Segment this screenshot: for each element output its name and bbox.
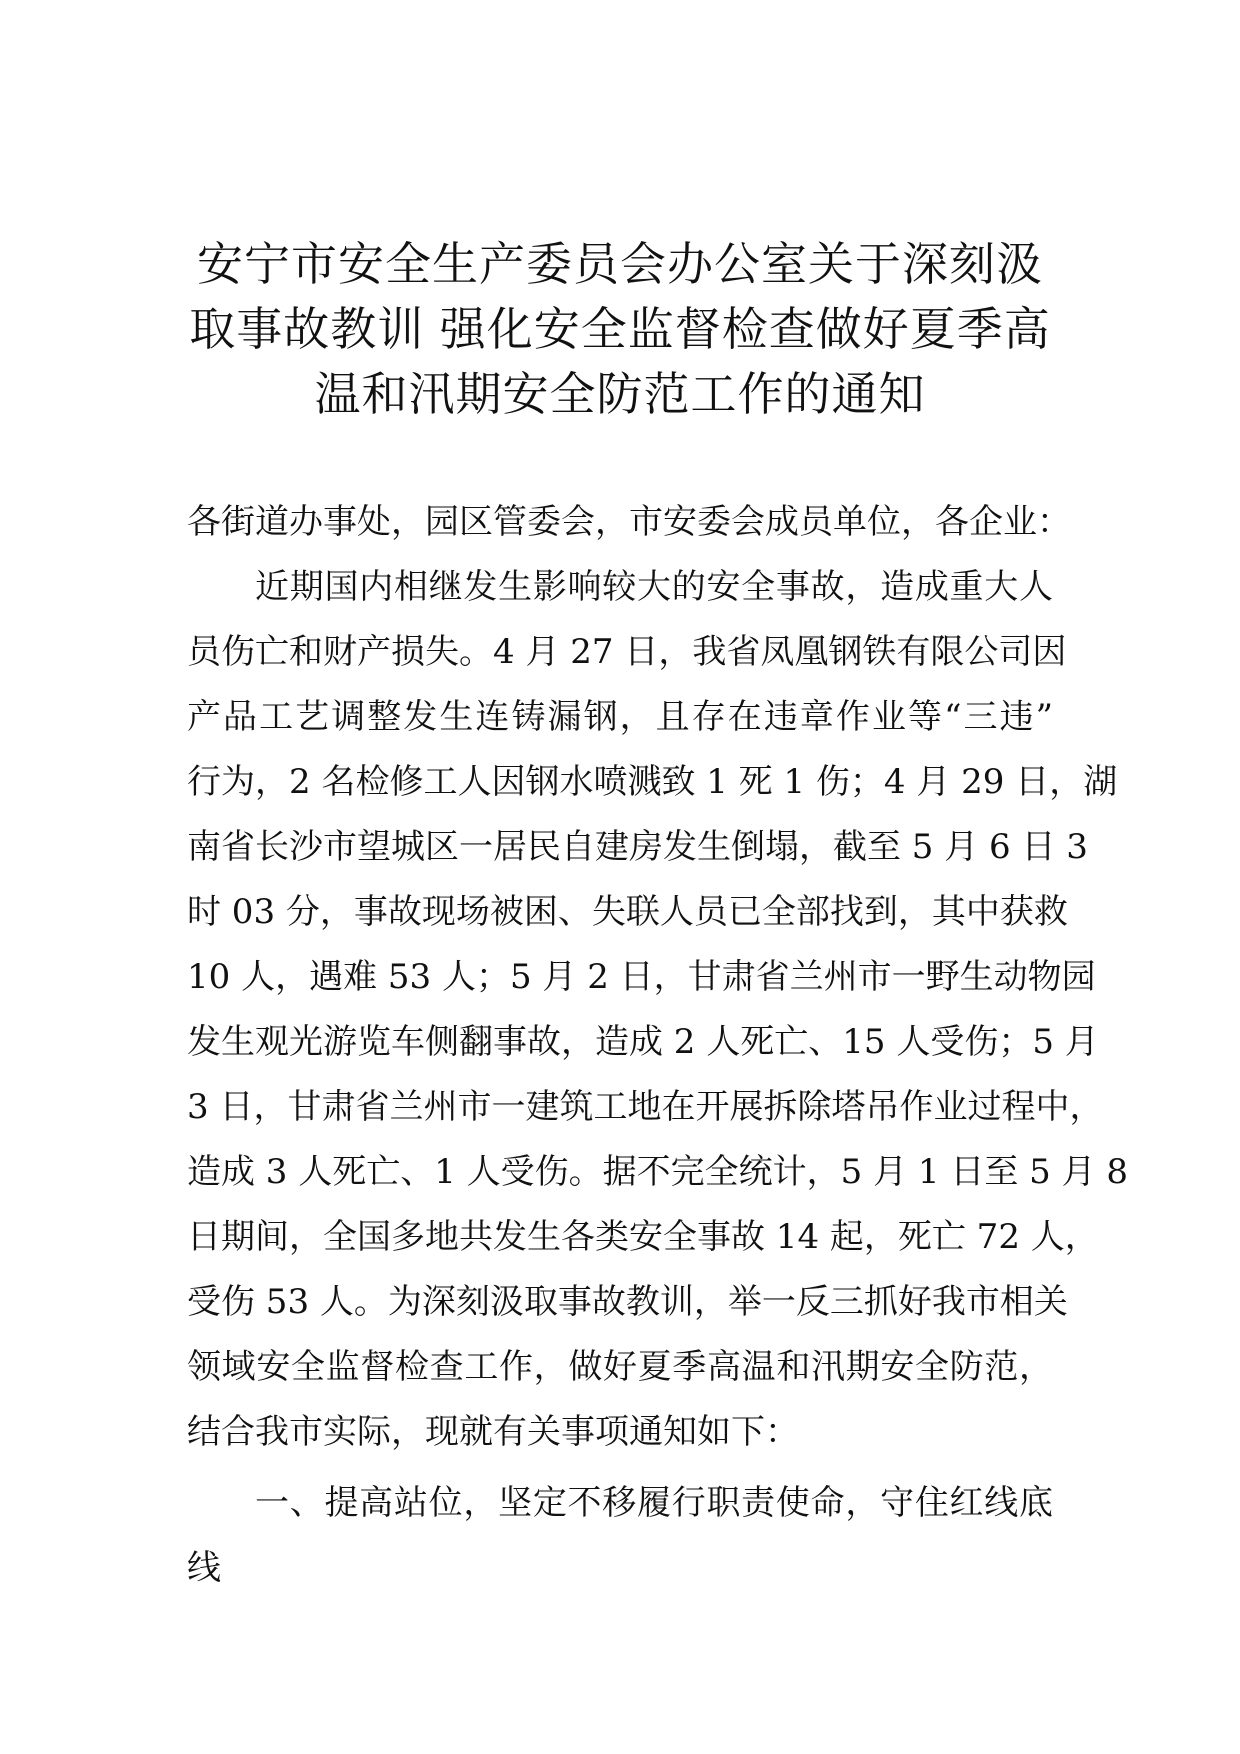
document-title xyxy=(150,232,1090,427)
section-heading xyxy=(187,1471,1053,1601)
body-paragraph xyxy=(187,555,1129,1465)
paragraph-line-1: 近期国内相继发生影响较大的安全事故，造成重大人 xyxy=(255,567,1053,607)
paragraph-line-12: 受伤 53 人。为深刻汲取事故教训，举一反三抓好我市相关 xyxy=(187,1282,1068,1322)
salutation: 各街道办事处，园区管委会，市安委会成员单位，各企业： xyxy=(187,502,1071,542)
title-line-3: 温和汛期安全防范工作的通知 xyxy=(314,367,926,421)
title-line-2: 取事故教训 强化安全监督检查做好夏季高 xyxy=(189,302,1051,356)
paragraph-line-13: 领域安全监督检查工作，做好夏季高温和汛期安全防范， xyxy=(187,1347,1053,1387)
paragraph-line-14: 结合我市实际，现就有关事项通知如下： xyxy=(187,1412,799,1452)
document-body xyxy=(187,490,1129,1601)
title-line-1: 安宁市安全生产委员会办公室关于深刻汲 xyxy=(197,237,1043,291)
paragraph-line-6: 时 03 分，事故现场被困、失联人员已全部找到，其中获救 xyxy=(187,892,1068,932)
paragraph-line-3: 产品工艺调整发生连铸漏钢，且存在违章作业等“三违” xyxy=(187,697,1053,737)
paragraph-line-5: 南省长沙市望城区一居民自建房发生倒塌，截至 5 月 6 日 3 xyxy=(187,827,1088,867)
section-heading-line-1: 一、提高站位，坚定不移履行职责使命，守住红线底 xyxy=(255,1483,1053,1523)
paragraph-line-7: 10 人，遇难 53 人；5 月 2 日，甘肃省兰州市一野生动物园 xyxy=(187,957,1096,997)
paragraph-line-9: 3 日，甘肃省兰州市一建筑工地在开展拆除塔吊作业过程中， xyxy=(187,1087,1104,1127)
paragraph-line-8: 发生观光游览车侧翻事故，造成 2 人死亡、15 人受伤；5 月 xyxy=(187,1022,1099,1062)
paragraph-line-4: 行为，2 名检修工人因钢水喷溅致 1 死 1 伤；4 月 29 日，湖 xyxy=(187,762,1118,802)
section-heading-line-2: 线 xyxy=(187,1548,221,1588)
paragraph-line-2: 员伤亡和财产损失。4 月 27 日，我省凤凰钢铁有限公司因 xyxy=(187,632,1067,672)
paragraph-line-11: 日期间，全国多地共发生各类安全事故 14 起，死亡 72 人， xyxy=(187,1217,1099,1257)
paragraph-line-10: 造成 3 人死亡、1 人受伤。据不完全统计，5 月 1 日至 5 月 8 xyxy=(187,1152,1129,1192)
